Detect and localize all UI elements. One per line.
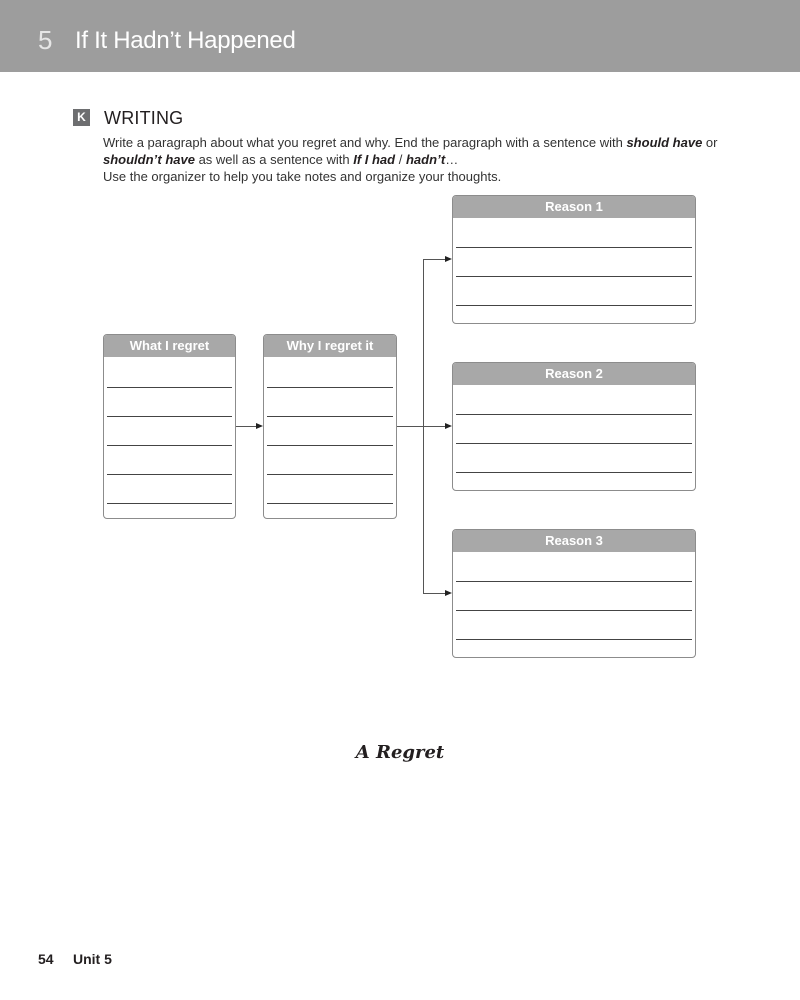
connector-line bbox=[423, 593, 445, 594]
instructions-shouldnt-have: shouldn’t have bbox=[103, 152, 195, 167]
why-i-regret-it-header: Why I regret it bbox=[264, 335, 396, 357]
instructions-or: or bbox=[702, 135, 718, 150]
write-line[interactable] bbox=[267, 445, 393, 446]
write-line[interactable] bbox=[107, 445, 232, 446]
write-line[interactable] bbox=[267, 416, 393, 417]
instructions-text-2: as well as a sentence with bbox=[194, 152, 354, 167]
write-line[interactable] bbox=[107, 416, 232, 417]
write-line[interactable] bbox=[107, 474, 232, 475]
reason-1-box bbox=[452, 195, 696, 324]
instructions-ellipsis: … bbox=[445, 152, 459, 167]
write-line[interactable] bbox=[456, 414, 692, 415]
connector-line bbox=[236, 426, 256, 427]
reason-3-header: Reason 3 bbox=[453, 530, 695, 552]
write-line[interactable] bbox=[456, 472, 692, 473]
instructions-should-have: should have bbox=[626, 135, 703, 150]
write-line[interactable] bbox=[267, 387, 393, 388]
write-line[interactable] bbox=[267, 474, 393, 475]
write-line[interactable] bbox=[107, 387, 232, 388]
what-i-regret-box bbox=[103, 334, 236, 519]
write-line[interactable] bbox=[456, 443, 692, 444]
write-line[interactable] bbox=[107, 503, 232, 504]
section-title: WRITING bbox=[104, 108, 184, 128]
instructions bbox=[103, 134, 723, 185]
footer-unit-label: Unit 5 bbox=[73, 951, 112, 967]
unit-number: 5 bbox=[38, 25, 53, 55]
instructions-text: Write a paragraph about what you regret and why. End the paragraph with a sentence with bbox=[103, 135, 627, 150]
arrow-right-icon bbox=[256, 423, 263, 429]
section-badge: K bbox=[73, 109, 90, 126]
reason-2-box bbox=[452, 362, 696, 491]
write-line[interactable] bbox=[456, 639, 692, 640]
unit-title: If It Hadn’t Happened bbox=[75, 27, 296, 54]
write-line[interactable] bbox=[456, 276, 692, 277]
instructions-hadnt: hadn’t bbox=[405, 152, 446, 167]
reason-1-header: Reason 1 bbox=[453, 196, 695, 218]
page-number: 54 bbox=[38, 951, 54, 967]
write-line[interactable] bbox=[456, 305, 692, 306]
why-i-regret-it-box bbox=[263, 334, 397, 519]
instructions-if-i-had: If I had bbox=[353, 152, 396, 167]
arrow-right-icon bbox=[445, 423, 452, 429]
instructions-line-2: Use the organizer to help you take notes and organize your thoughts. bbox=[103, 169, 502, 184]
instructions-slash: / bbox=[395, 152, 406, 167]
what-i-regret-header: What I regret bbox=[104, 335, 235, 357]
connector-line bbox=[423, 426, 445, 427]
paragraph-title: A Regret bbox=[355, 742, 445, 763]
arrow-right-icon bbox=[445, 256, 452, 262]
reason-2-header: Reason 2 bbox=[453, 363, 695, 385]
arrow-right-icon bbox=[445, 590, 452, 596]
write-line[interactable] bbox=[456, 247, 692, 248]
write-line[interactable] bbox=[456, 581, 692, 582]
connector-line bbox=[423, 259, 445, 260]
write-line[interactable] bbox=[267, 503, 393, 504]
connector-line bbox=[397, 426, 423, 427]
reason-3-box bbox=[452, 529, 696, 658]
write-line[interactable] bbox=[456, 610, 692, 611]
